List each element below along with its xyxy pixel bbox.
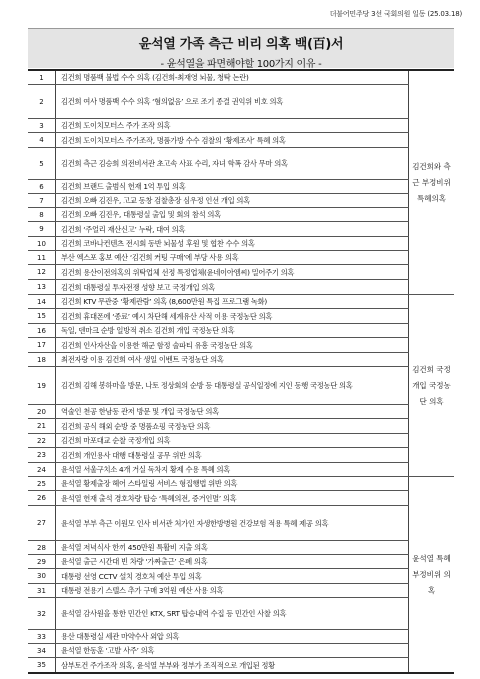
row-number: 30 — [37, 572, 46, 580]
table-row — [28, 506, 409, 541]
row-number: 12 — [37, 268, 46, 276]
row-number: 9 — [39, 225, 44, 233]
row-text: 김건희 도이치모터스 주가 조작 의혹 — [61, 121, 171, 130]
row-text: 김건희 측근 김승희 의전비서관 초고속 사표 수리, 자녀 학폭 감사 무마 의혹 — [61, 159, 288, 168]
row-text: 윤석열 황제출장 헤어 스타일링 서비스 형집행법 위반 의혹 — [61, 479, 238, 488]
row-number: 5 — [39, 159, 44, 168]
row-number: 32 — [37, 609, 46, 618]
row-number: 34 — [37, 646, 46, 655]
table-row — [28, 367, 409, 405]
row-text: 윤석열 한동훈 ‘고발 사주’ 의혹 — [61, 646, 155, 655]
row-number: 16 — [37, 326, 46, 335]
row-number: 22 — [37, 436, 46, 445]
row-number: 19 — [37, 381, 46, 390]
row-text: 김건희 오빠 김진우, 고교 동창 검찰총장 심우정 인선 개입 의혹 — [61, 196, 250, 205]
row-text: 독일, 덴마크 순방 일방적 취소 김건희 개입 국정농단 의혹 — [61, 326, 235, 335]
row-text: 윤석열 감사원을 통한 민간인 KTX, SRT 탑승내역 수집 등 민간인 사찰 의혹 — [61, 609, 287, 618]
row-number: 6 — [39, 182, 44, 191]
row-text: 김건희 코바나컨텐츠 전시회 동반 뇌물성 후원 및 협찬 수수 의혹 — [61, 239, 255, 248]
row-text: 대통령 선영 CCTV 설치 경호처 예산 투입 의혹 — [61, 571, 202, 581]
row-text: 김건희 휴대폰에 ‘종료’ 예시 차단해 세계유산 사적 이용 국정농단 의혹 — [61, 311, 273, 321]
row-text: 김건희 마포대교 순찰 국정개입 의혹 — [61, 436, 171, 445]
row-number: 11 — [37, 253, 46, 262]
table-row — [28, 133, 409, 148]
row-text: 김건희 도이치모터스 주가조작, 명품가방 수수 검찰의 ‘황제조사’ 특혜 의혹 — [61, 135, 286, 145]
row-text: 윤석열 출근 시간대 빈 차량 ‘가짜출근’ 은폐 의혹 — [61, 557, 208, 566]
row-text: 김건희 ‘주얼리 재산신고’ 누락, 대여 의혹 — [61, 224, 186, 234]
row-number: 33 — [37, 632, 46, 641]
table-row — [28, 584, 409, 598]
row-text: 김건희 명품백 불법 수수 의혹 (김건희-최재영 뇌물, 청탁 논란) — [61, 73, 249, 82]
category-cell: 김건희와 측근 부정비위 특혜의혹 — [409, 71, 454, 295]
row-text: 윤석열 저녁식사 한끼 450만원 특활비 지출 의혹 — [61, 543, 208, 552]
row-text: 김건희 오빠 김진우, 대통령실 출입 및 회의 참석 의혹 — [61, 210, 221, 219]
row-text: 부산 엑스포 홍보 예산 ‘김건희 커팅 구매’에 부당 사용 의혹 — [61, 253, 239, 262]
row-text: 윤석열 서울구치소 4개 거실 독차지 황제 수용 특혜 의혹 — [61, 465, 230, 474]
row-number: 13 — [37, 283, 46, 291]
row-number: 31 — [37, 586, 46, 595]
row-text: 최전자랑 이용 김건희 여사 생일 이벤트 국정농단 의혹 — [61, 355, 224, 364]
row-text: 역술인 천공 한남동 관저 방문 및 개입 국정농단 의혹 — [61, 407, 219, 416]
table-row — [28, 353, 409, 367]
title-box — [28, 28, 454, 68]
table-row — [28, 598, 409, 630]
issue-table — [28, 69, 454, 674]
row-number: 10 — [37, 239, 46, 248]
row-text: 김건희 개인용사 대행 대통령실 공무 위반 의혹 — [61, 450, 202, 460]
document-title: 윤석열 가족 측근 비리 의혹 백(百)서 — [138, 37, 344, 52]
row-text: 김건희 여사 명품백 수수 의혹 ‘혐의없음’ 으로 조기 종결 권익위 비호 의혹 — [61, 97, 283, 106]
row-text: 김건희 인사자산을 이용한 해군 함정 술파티 유흥 국정농단 의혹 — [61, 340, 253, 350]
table-row — [28, 85, 409, 119]
row-text: 윤석열 부부 측근 이원모 인사 비서관 처가인 자생한방병원 건강보험 적용 특혜 제공 의혹 — [61, 518, 329, 528]
row-number: 23 — [37, 451, 46, 459]
category-cell: 윤석열 특혜 부정비위 의혹 — [412, 553, 451, 595]
row-number: 25 — [37, 479, 46, 488]
category-cell: 김건희 국정개입 국정농단 의혹 — [409, 295, 454, 477]
header-note: 더불어민주당 3선 국회의원 일동 (25.03.18) — [329, 10, 462, 18]
row-number: 2 — [39, 97, 44, 106]
row-number: 35 — [37, 661, 46, 669]
table-row — [28, 71, 409, 85]
row-number: 29 — [37, 557, 46, 566]
row-text: 김건희 용산이전의혹의 위탁업체 선정 특정업체(윤네이아엠씨) 밀어주기 의혹 — [61, 267, 295, 277]
row-text: 김건희 대통령실 투자전쟁 성향 보고 국정개입 의혹 — [61, 282, 215, 292]
document-subtitle: - 윤석열을 파면해야할 100가지 이유 - — [160, 59, 322, 70]
row-number: 28 — [37, 543, 46, 552]
row-text: 용산 대통령실 세관 마약수사 외압 의혹 — [61, 632, 180, 641]
table-row — [28, 658, 409, 672]
row-number: 1 — [39, 73, 44, 82]
row-text: 대통령 전용기 스텔스 추가 구매 3억원 예산 사용 의혹 — [61, 586, 224, 595]
row-number: 4 — [39, 136, 44, 144]
row-number: 7 — [39, 196, 44, 205]
row-number: 8 — [39, 210, 44, 219]
row-number: 14 — [37, 297, 46, 306]
row-number: 26 — [37, 494, 46, 502]
row-text: 윤석열 헌재 출석 경호차량 탑승 ‘특혜의전, 증거인멸’ 의혹 — [61, 493, 237, 503]
row-text: 삼부토건 주가조작 의혹, 윤석열 부부와 정부가 조직적으로 개입된 정황 — [61, 660, 275, 670]
row-number: 21 — [37, 422, 46, 430]
table-row — [28, 148, 409, 180]
row-number: 24 — [37, 465, 46, 474]
row-number: 27 — [37, 519, 46, 527]
row-number: 18 — [37, 355, 46, 364]
row-number: 15 — [37, 312, 46, 320]
row-text: 김건희 KTV 무관중 ‘황제관람’ 의혹 (8,600만원 특집 프로그램 녹화) — [61, 297, 267, 306]
table-row — [28, 491, 409, 506]
row-text: 김건희 브랜드 출범식 헌재 1억 투입 의혹 — [61, 182, 186, 191]
row-number: 20 — [37, 407, 46, 416]
row-text: 김건희 김해 봉하마을 방문, 나토 정상회의 순방 등 대통령실 공식일정에 지인 동행 국정농단 의혹 — [61, 381, 353, 390]
row-text: 김건희 공식 해외 순방 중 명품쇼핑 국정농단 의혹 — [61, 421, 211, 431]
row-number: 17 — [37, 341, 46, 349]
row-number: 3 — [39, 121, 44, 130]
